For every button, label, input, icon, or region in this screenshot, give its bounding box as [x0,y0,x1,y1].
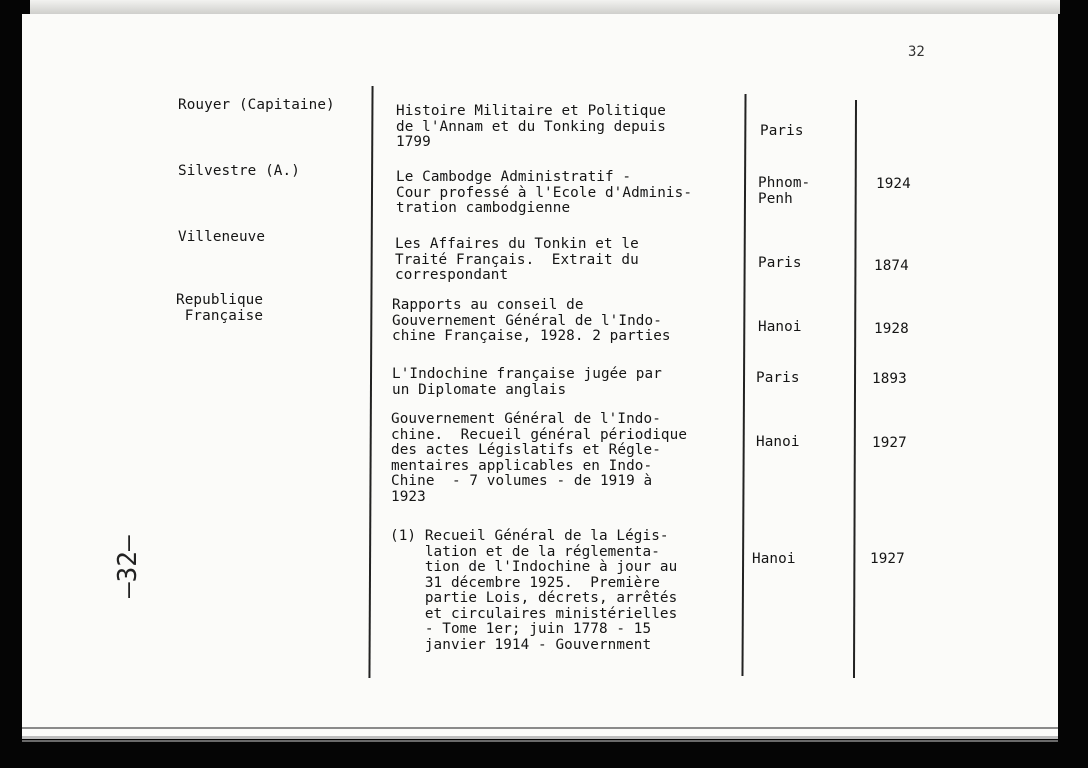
entry-year: 1927 [870,551,905,567]
entry-year: 1893 [872,371,907,387]
entry-title: (1) Recueil Général de la Légis- lation et de la réglementa- tion de l'Indochine à jour au 31 décembre 1925. Première partie Lois, décrets, arrêtés et circulaires ministérielles - Tome 1er; juin 1778 - 15 janvier 1914 - Gouvernment [390,528,678,653]
entry-author: Rouyer (Capitaine) [178,97,335,113]
entry-title: L'Indochine française jugée par un Diplomate anglais [392,366,662,398]
entry-place: Paris [760,123,804,139]
entry-author: Villeneuve [178,229,266,245]
entry-title: Gouvernement Général de l'Indo- chine. Recueil général périodique des actes Législatifs et Régle- mentaires applicables en Indo- Chine - 7 volumes - de 1919 à 1923 [391,411,688,505]
page-edge-line [22,727,1058,729]
margin-page-number: —32— [113,535,143,598]
entry-title: Le Cambodge Administratif - Cour professé à l'Ecole d'Adminis- tration cambodgienne [396,169,693,216]
entry-year: 1874 [874,258,909,274]
entry-author: Silvestre (A.) [178,163,300,179]
entry-title: Rapports au conseil de Gouvernement Général de l'Indo- chine Française, 1928. 2 parties [392,297,671,344]
entry-place: Hanoi [756,434,800,450]
entry-year: 1927 [872,435,907,451]
entry-place: Paris [758,255,802,271]
entry-place: Hanoi [752,551,796,567]
entry-title: Histoire Militaire et Politique de l'Annam et du Tonking depuis 1799 [396,103,666,150]
entry-year: 1924 [876,176,911,192]
page-edge-line [22,740,1058,742]
entry-place: Phnom- Penh [758,175,811,207]
page-number: 32 [908,44,925,60]
entry-title: Les Affaires du Tonkin et le Traité Français. Extrait du correspondant [395,236,639,283]
entry-year: 1928 [874,321,909,337]
entry-place: Paris [756,370,800,386]
entry-author: Republique Française [176,292,264,324]
entry-place: Hanoi [758,319,802,335]
previous-page-edge [30,0,1060,14]
